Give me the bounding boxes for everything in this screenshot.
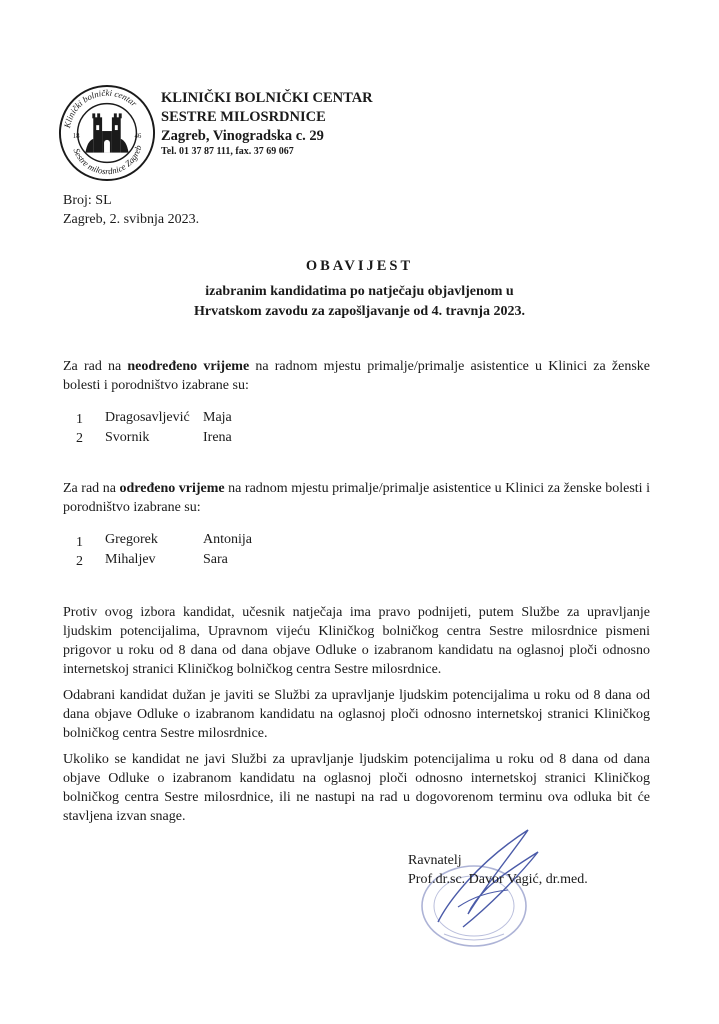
svg-text:Klinički bolnički centar: Klinički bolnički centar bbox=[62, 87, 140, 129]
candidate-number: 1 bbox=[76, 535, 83, 550]
document-title: OBAVIJEST bbox=[305, 258, 414, 274]
signatory-name: Prof.dr.sc. Davor Vagić, dr.med. bbox=[408, 872, 588, 887]
svg-text:18: 18 bbox=[72, 132, 80, 140]
section-temporary-intro bbox=[63, 479, 650, 517]
candidate-surname: Gregorek bbox=[105, 532, 158, 547]
candidate-name: Antonija bbox=[203, 532, 252, 547]
candidate-name: Maja bbox=[203, 410, 232, 425]
institution-address: Zagreb, Vinogradska c. 29 bbox=[161, 128, 324, 144]
intro-text: na radnom mjestu primalje/primalje asistentice u Klinici za ženske bolesti i porodništvo izabrane su: bbox=[63, 359, 650, 393]
candidate-surname: Dragosavljević bbox=[105, 410, 190, 425]
revocation-paragraph: Ukoliko se kandidat ne javi Službi za upravljanje ljudskim potencijalima u roku od 8 dana od dana objave Odluke o izabranom kandidatu na oglasnoj ploči odnosno internetskoj stranici Kliničkog bolničkog centra Sestre milosrdnice, ili ne nastupi na rad u dogovorenom terminu ova odluka bit će stavljena izvan snage. bbox=[63, 752, 650, 824]
reference-number: Broj: SL bbox=[63, 193, 112, 208]
candidate-number: 2 bbox=[76, 554, 83, 569]
candidate-surname: Mihaljev bbox=[105, 552, 156, 567]
candidate-number: 1 bbox=[76, 412, 83, 427]
candidate-name: Sara bbox=[203, 552, 228, 567]
intro-text: na radnom mjestu primalje/primalje asistentice u Klinici za ženske bolesti i porodništvo izabrane su: bbox=[63, 481, 651, 515]
reporting-paragraph: Odabrani kandidat dužan je javiti se Službi za upravljanje ljudskim potencijalima u roku od 8 dana od dana objave Odluke o izabranom kandidatu na oglasnoj ploči odnosno internetskoj stranici Kliničkog bolničkog centra Sestre milosrdnice. bbox=[63, 688, 650, 741]
document-date: Zagreb, 2. svibnja 2023. bbox=[63, 212, 200, 227]
signatory-role: Ravnatelj bbox=[408, 853, 462, 868]
intro-text: Za rad na bbox=[63, 359, 128, 374]
section-permanent-intro bbox=[63, 357, 650, 395]
institution-name-line1: KLINIČKI BOLNIČKI CENTAR bbox=[161, 90, 373, 106]
candidate-name: Irena bbox=[203, 430, 232, 445]
hospital-logo bbox=[58, 84, 156, 182]
institution-contact: Tel. 01 37 87 111, fax. 37 69 067 bbox=[161, 146, 294, 157]
svg-text:46: 46 bbox=[134, 132, 142, 140]
svg-text:Sestre milosrdnice Zagreb: Sestre milosrdnice Zagreb bbox=[71, 144, 144, 177]
subtitle-line1: izabranim kandidatima po natječaju objavljenom u bbox=[205, 284, 514, 299]
candidate-surname: Svornik bbox=[105, 430, 150, 445]
candidate-number: 2 bbox=[76, 431, 83, 446]
appeal-paragraph: Protiv ovog izbora kandidat, učesnik natječaja ima pravo podnijeti, putem Službe za upravljanje ljudskim potencijalima, Upravnom vijeću Kliničkog bolničkog centra Sestre milosrdnice pismeni prigovor u roku od 8 dana od dana objave Odluke o izabranom kandidatu na oglasnoj ploči odnosno internetskoj stranici Kliničkog bolničkog centra Sestre milosrdnice. bbox=[63, 605, 650, 677]
employment-type: neodređeno vrijeme bbox=[127, 359, 250, 374]
subtitle-line2: Hrvatskom zavodu za zapošljavanje od 4. travnja 2023. bbox=[194, 304, 525, 319]
intro-text: Za rad na bbox=[63, 481, 120, 496]
institution-name-line2: SESTRE MILOSRDNICE bbox=[161, 109, 326, 125]
employment-type: određeno vrijeme bbox=[119, 481, 225, 496]
